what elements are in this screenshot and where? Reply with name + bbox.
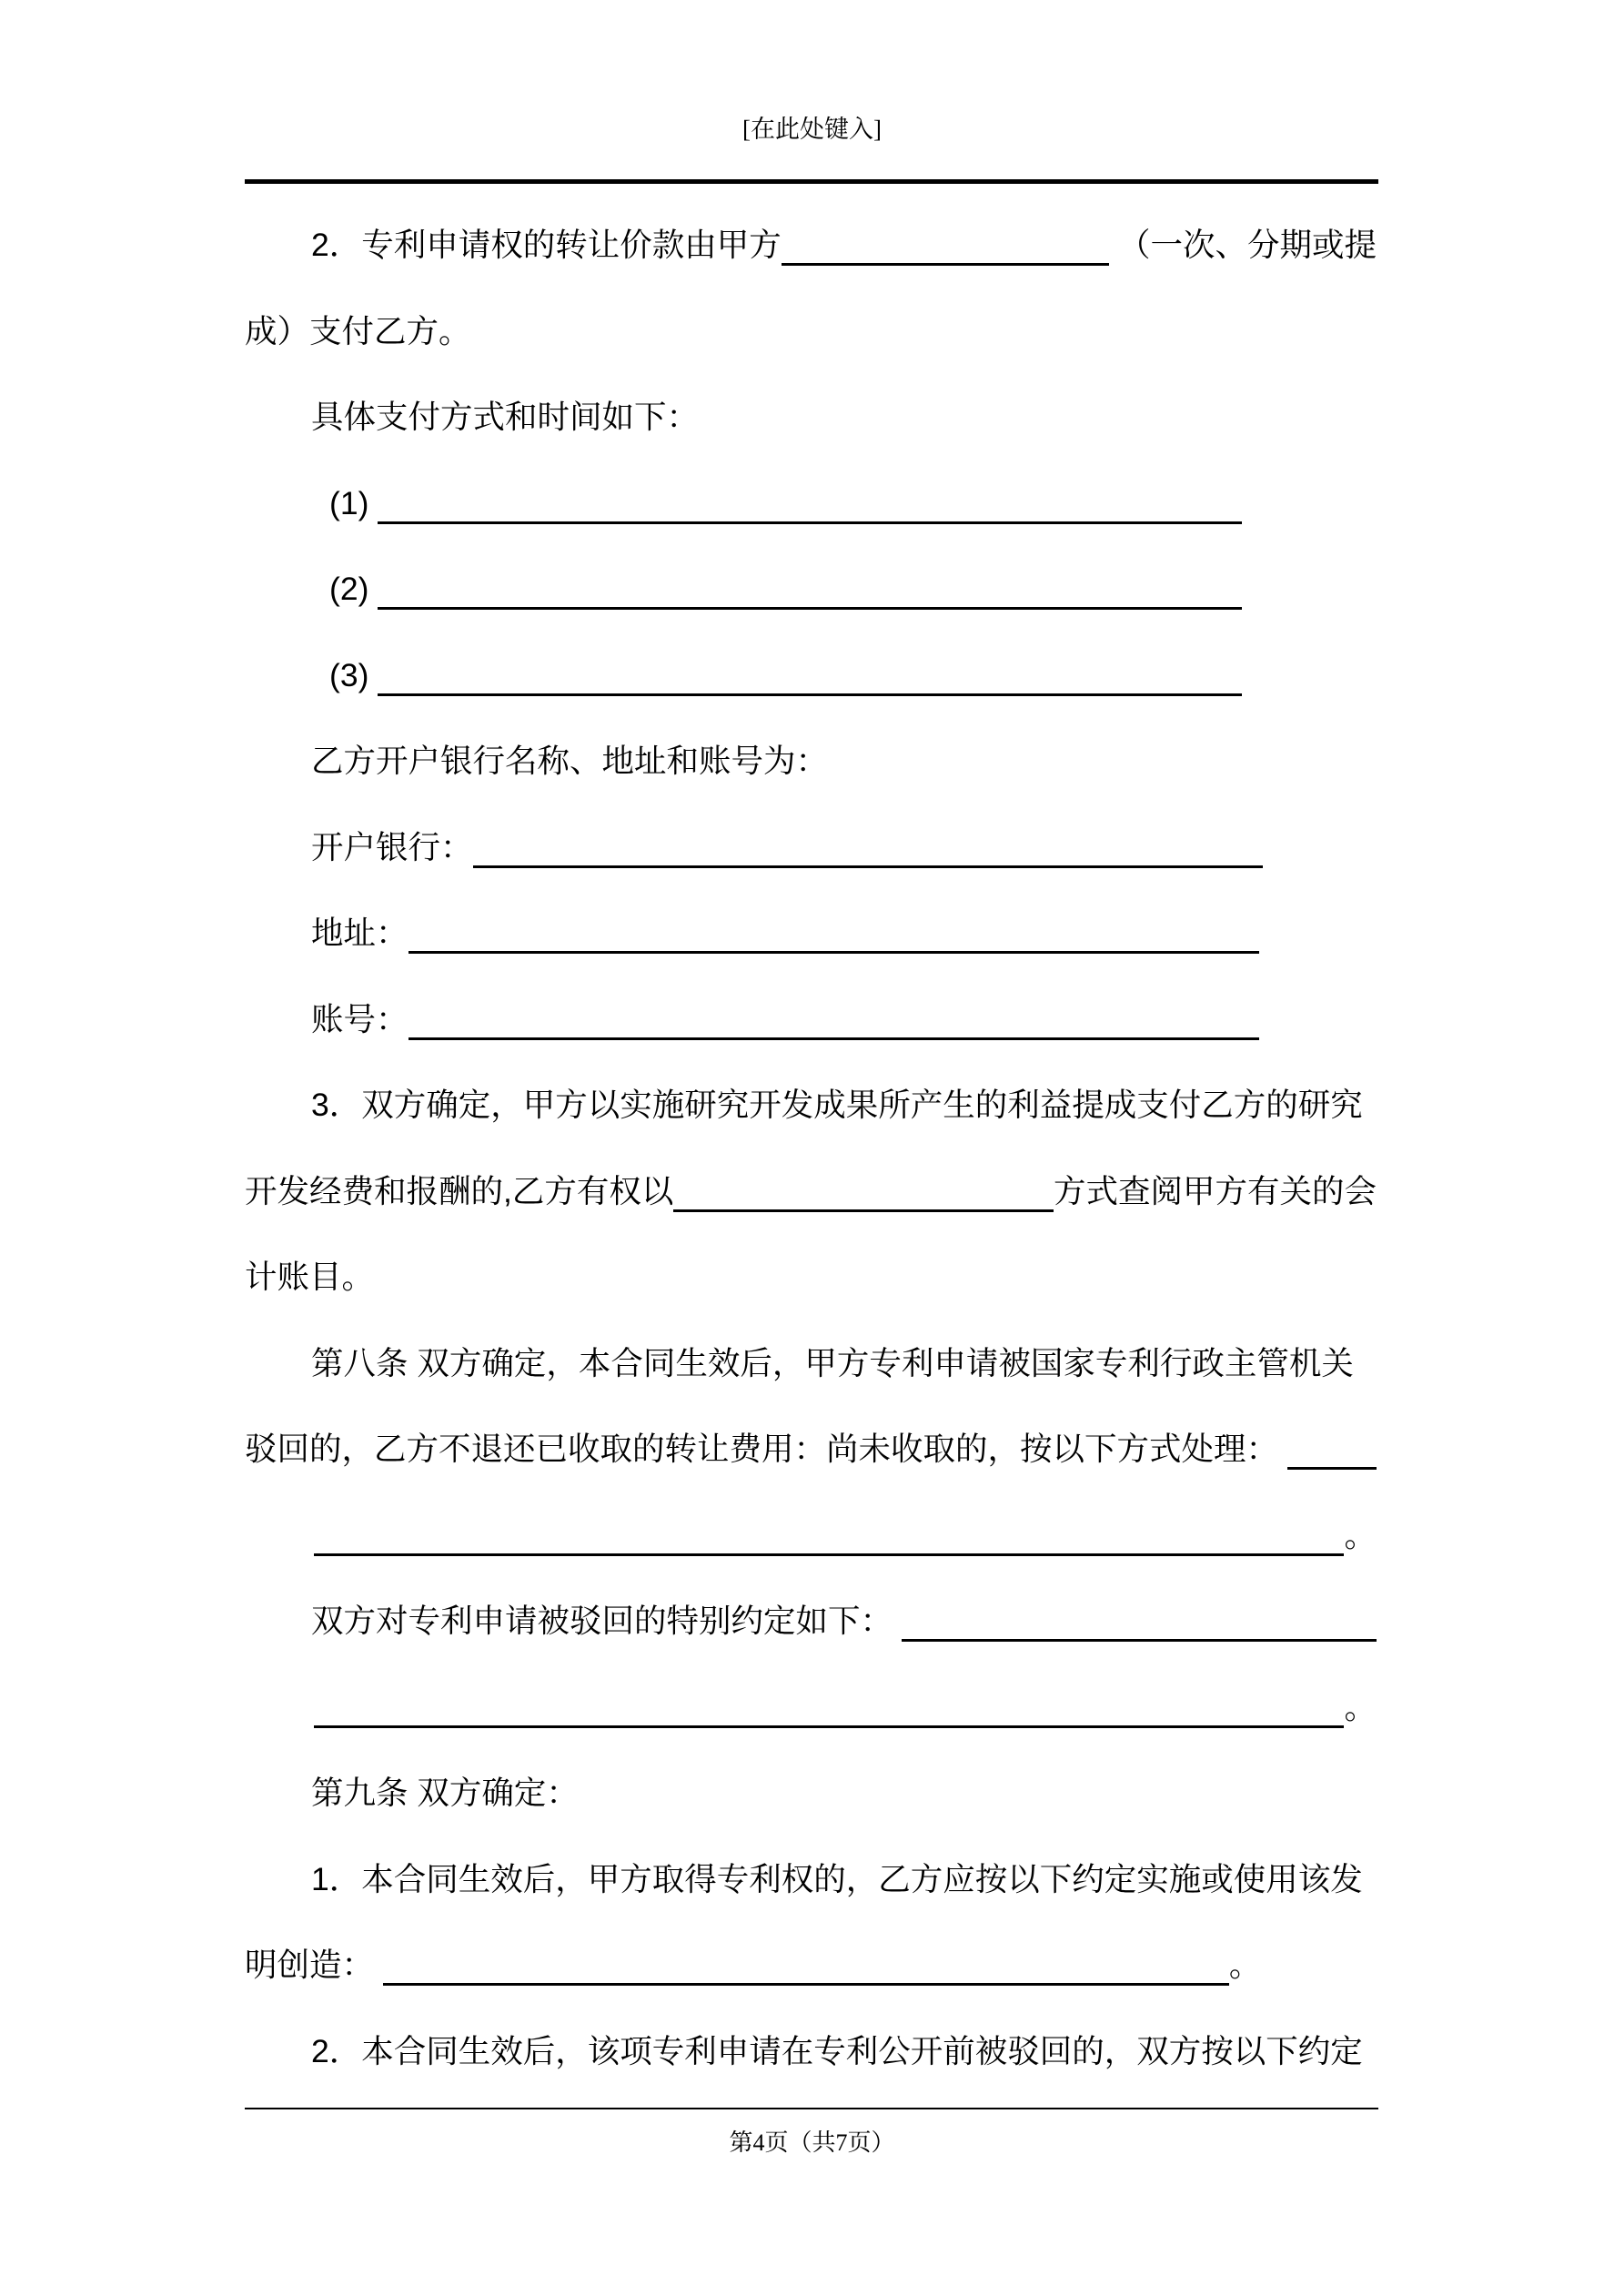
document-line	[245, 718, 1377, 804]
text-run: 1．本合同生效后，甲方取得专利权的，乙方应按以下约定实施或使用该发	[311, 1860, 1363, 1897]
text-run: 。	[1344, 1516, 1377, 1553]
document-line	[245, 632, 1377, 719]
document-line	[245, 1492, 1377, 1579]
document-body	[245, 202, 1377, 2094]
fill-in-blank[interactable]	[378, 684, 1242, 696]
header-rule	[245, 179, 1378, 184]
document-line	[245, 890, 1377, 976]
text-run: (3)	[329, 656, 378, 693]
document-line	[245, 202, 1377, 288]
text-run: 明创造：	[245, 1947, 383, 1983]
fill-in-blank[interactable]	[378, 512, 1242, 524]
footer-rule	[245, 2108, 1378, 2109]
document-line	[245, 546, 1377, 632]
document-line	[245, 1148, 1377, 1235]
text-run: 具体支付方式和时间如下：	[311, 399, 700, 435]
text-run: 。	[1344, 1688, 1377, 1725]
text-run: 2．本合同生效后，该项专利申请在专利公开前被驳回的，双方按以下约定	[311, 2032, 1363, 2069]
text-run: 双方对专利申请被驳回的特别约定如下：	[311, 1603, 902, 1639]
document-line	[245, 1836, 1377, 1923]
document-line	[245, 1664, 1377, 1751]
header-placeholder[interactable]: [在此处键入]	[742, 116, 882, 143]
document-line	[245, 288, 1377, 375]
document-line	[245, 1406, 1377, 1492]
text-run: 成）支付乙方。	[245, 312, 471, 349]
document-line	[245, 976, 1377, 1063]
document-line	[245, 1578, 1377, 1664]
text-run: （一次、分期或提	[1109, 227, 1377, 263]
text-run: 地址：	[311, 915, 409, 951]
fill-in-blank[interactable]	[383, 1974, 1229, 1986]
fill-in-blank[interactable]	[782, 254, 1109, 266]
text-run: 第八条 双方确定，本合同生效后，甲方专利申请被国家专利行政主管机关	[311, 1344, 1354, 1381]
document-line	[245, 1234, 1377, 1320]
text-run: 驳回的，乙方不退还已收取的转让费用：尚未收取的，按以下方式处理：	[245, 1431, 1287, 1467]
text-run: 计账目。	[245, 1259, 375, 1295]
fill-in-blank[interactable]	[409, 942, 1259, 954]
text-run: 开户银行：	[311, 828, 473, 865]
text-run: 3．双方确定，甲方以实施研究开发成果所产生的利益提成支付乙方的研究	[311, 1087, 1363, 1123]
fill-in-blank[interactable]	[473, 856, 1263, 868]
text-run: 乙方开户银行名称、地址和账号为：	[311, 743, 829, 779]
document-line	[245, 2008, 1377, 2095]
fill-in-blank[interactable]	[1287, 1458, 1377, 1470]
document-line	[245, 804, 1377, 891]
fill-in-blank[interactable]	[673, 1200, 1054, 1212]
document-line	[245, 1320, 1377, 1407]
text-run: 账号：	[311, 1000, 409, 1037]
text-run: 方式查阅甲方有关的会	[1053, 1172, 1377, 1209]
text-run: 2．专利申请权的转让价款由甲方	[311, 227, 782, 263]
document-line	[245, 1062, 1377, 1148]
fill-in-blank[interactable]	[902, 1630, 1377, 1642]
text-run: (1)	[329, 484, 378, 521]
document-line	[245, 1750, 1377, 1836]
document-line	[245, 1922, 1377, 2008]
text-run: 第九条 双方确定：	[311, 1775, 579, 1811]
page-number: 第4页（共7页）	[729, 2129, 895, 2156]
fill-in-blank[interactable]	[314, 1716, 1344, 1728]
text-run: (2)	[329, 571, 378, 607]
fill-in-blank[interactable]	[378, 598, 1242, 610]
fill-in-blank[interactable]	[314, 1544, 1344, 1556]
document-line	[245, 460, 1377, 547]
fill-in-blank[interactable]	[409, 1028, 1259, 1040]
text-run: 。	[1228, 1947, 1262, 1983]
document-line	[245, 374, 1377, 460]
text-run: 开发经费和报酬的,乙方有权以	[245, 1172, 674, 1209]
